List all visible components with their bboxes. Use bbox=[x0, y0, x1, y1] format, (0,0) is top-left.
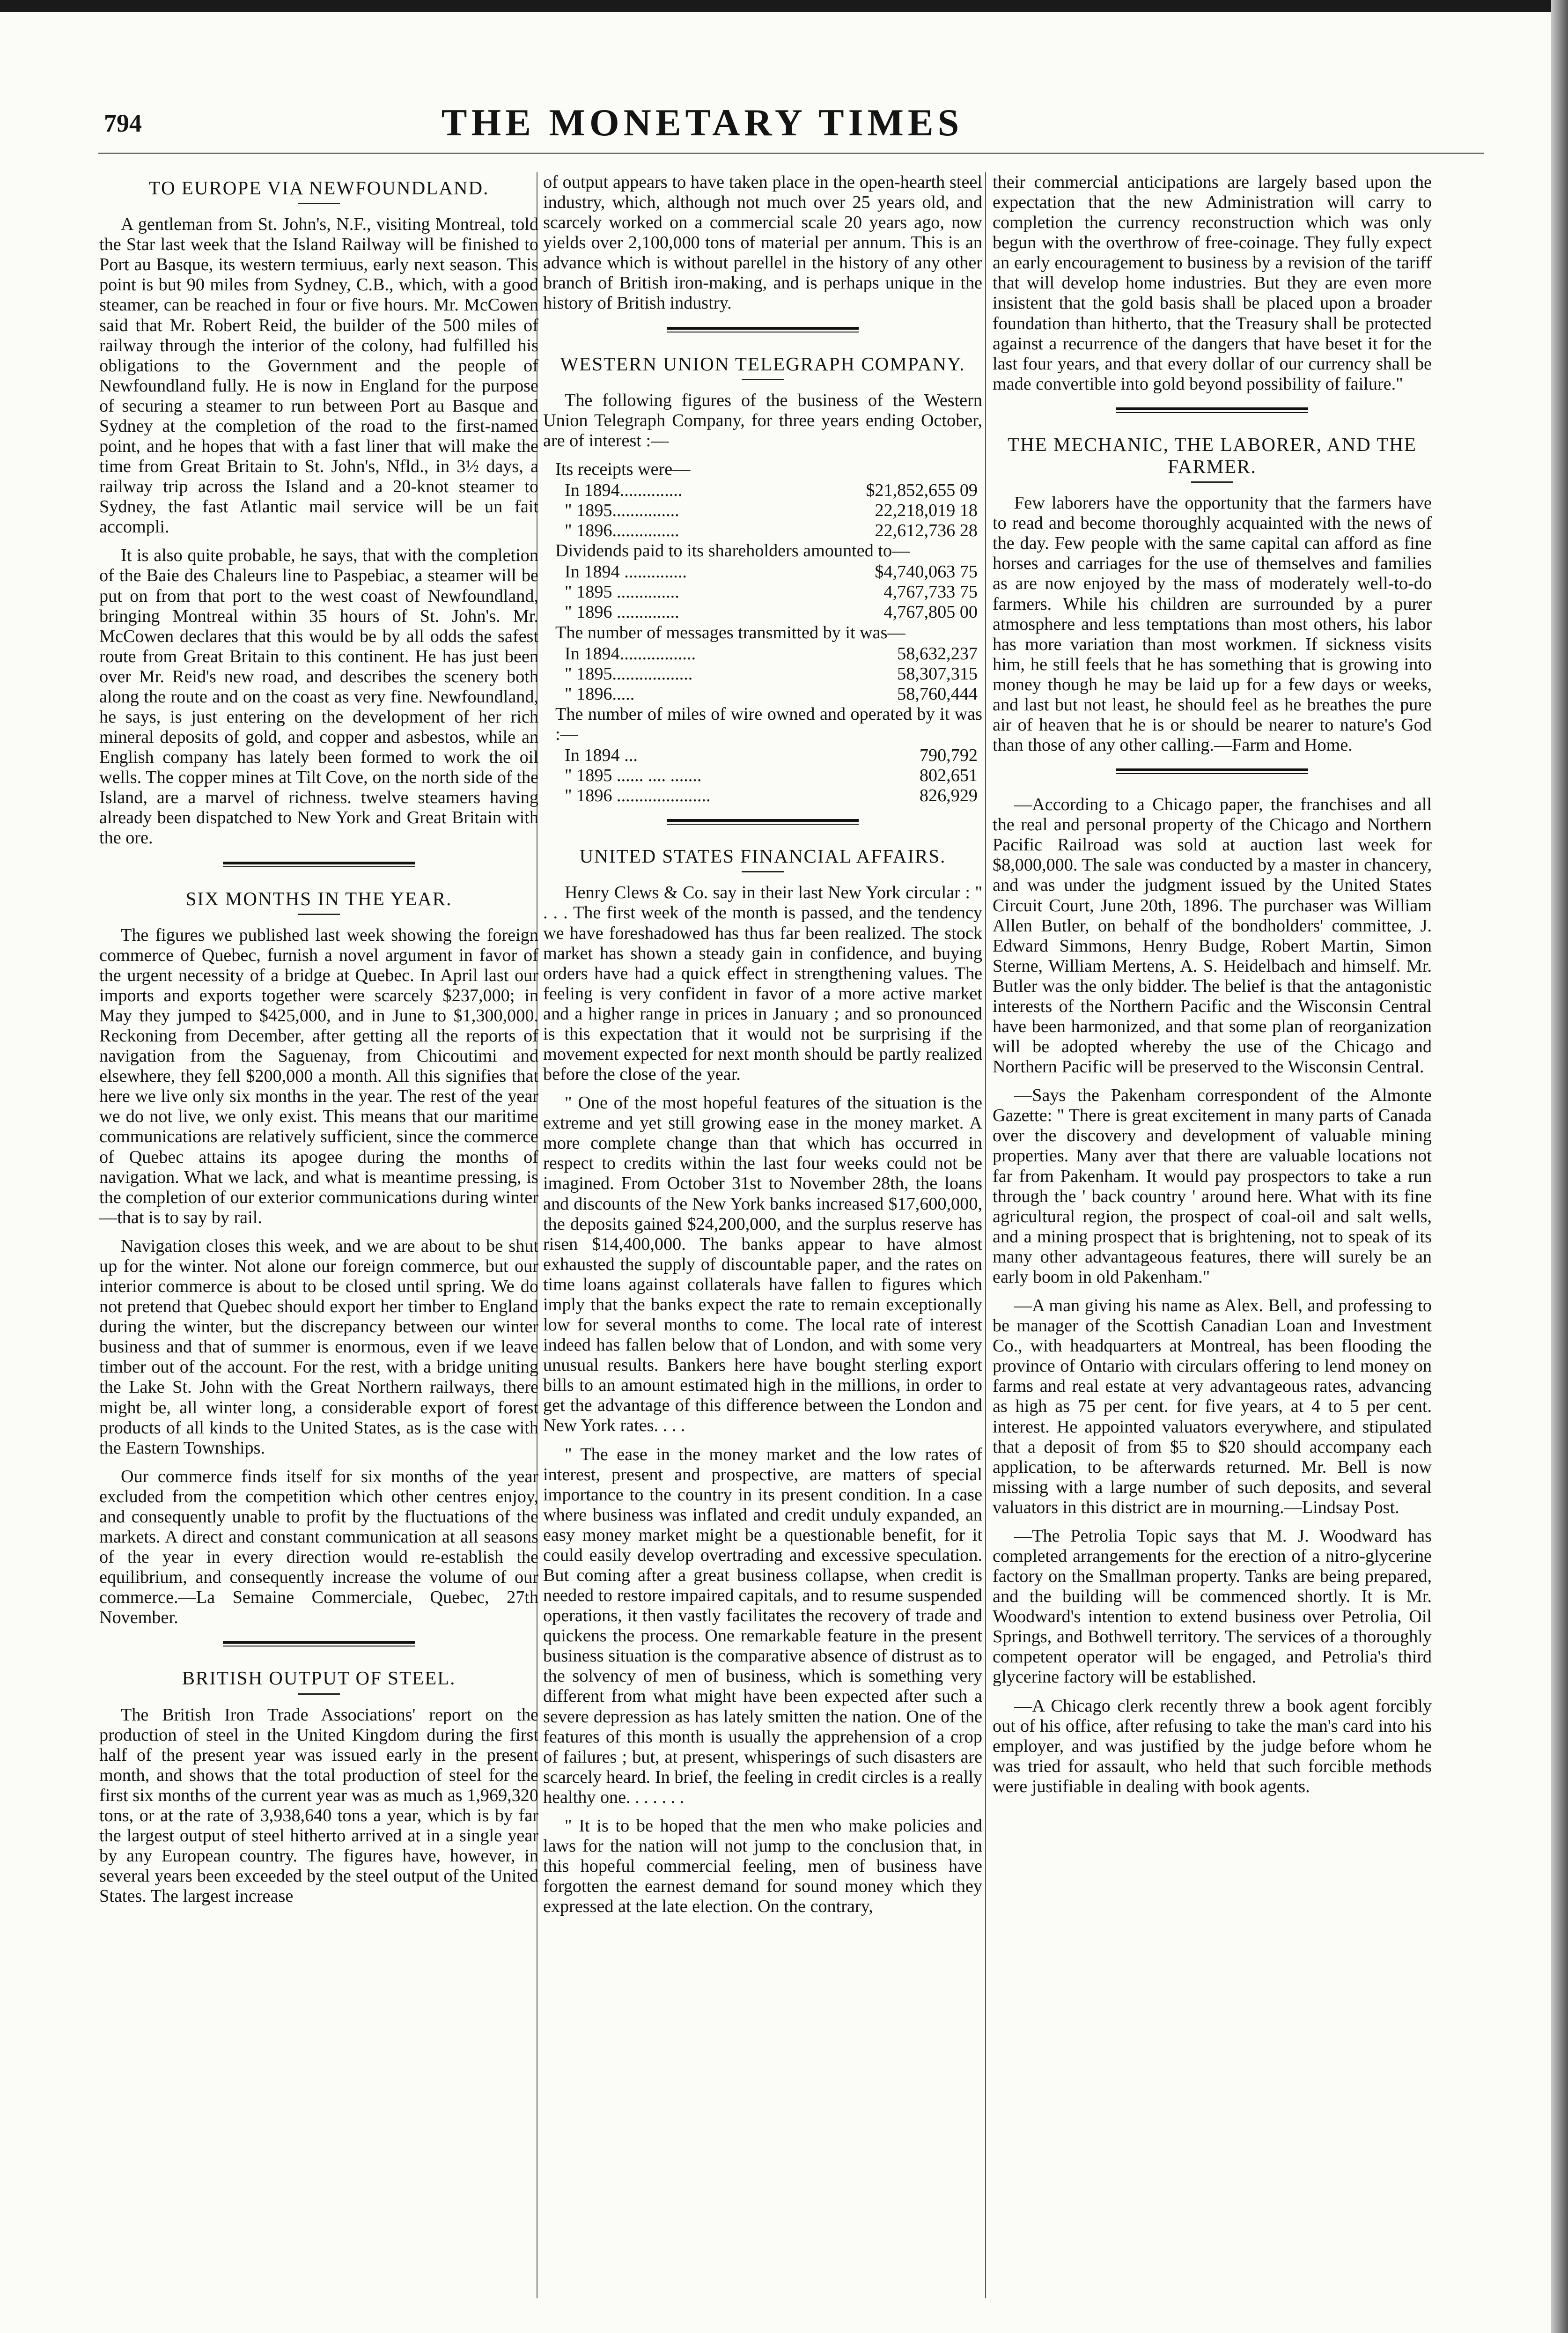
stat-year: " 1895............... bbox=[565, 501, 679, 521]
article-title: SIX MONTHS IN THE YEAR. bbox=[185, 887, 452, 909]
stat-year: " 1896..... bbox=[565, 684, 635, 704]
stat-year: " 1896 .............. bbox=[565, 602, 679, 622]
article-paragraph: " It is to be hoped that the men who make policies and laws for the nation will not jump to the conclusion that, in this hopeful commercial feeling, men of business have forgotten the earnest demand for sound money which they expressed at the late election. On the contrary, bbox=[543, 1816, 982, 1917]
title-dash bbox=[298, 203, 340, 204]
article-title: BRITISH OUTPUT OF STEEL. bbox=[182, 1667, 456, 1689]
section-separator bbox=[1116, 407, 1308, 413]
page-right-edge bbox=[1551, 0, 1568, 2333]
stat-year: " 1896 ..................... bbox=[565, 786, 711, 806]
stat-amount: 58,307,315 bbox=[897, 664, 978, 684]
page-number: 794 bbox=[104, 109, 142, 137]
title-dash bbox=[742, 379, 784, 380]
column-divider-2 bbox=[985, 172, 986, 2298]
section-separator bbox=[223, 1641, 415, 1646]
news-brief: —The Petrolia Topic says that M. J. Woodward has completed arrangements for the erection of a nitro-glycerine factory on the Smallman property. Tanks are being prepared, and the building will be commenced shortly. It is Mr. Woodward's intention to extend business over Petrolia, Oil Springs, and Bothwell territory. The services of a thoroughly competent operator will be engaged, and Petrolia's third glycerine factory will be established. bbox=[993, 1526, 1432, 1687]
stat-year: In 1894................. bbox=[565, 643, 696, 664]
stat-row bbox=[543, 664, 982, 684]
stat-row bbox=[543, 684, 982, 704]
column-2 bbox=[543, 172, 982, 1925]
stat-year: " 1895 ...... .... ....... bbox=[565, 766, 702, 786]
stat-row bbox=[543, 480, 982, 501]
article-paragraph: It is also quite probable, he says, that with the completion of the Baie des Chaleurs line to Paspebiac, a steamer will be put on from that port to the west coast of Newfoundland, bringing Montreal within 35 hours of St. John's. Mr. McCowen declares that this would be by all odds the safest route from Great Britain to this continent. He has just been over Mr. Reid's new road, and describes the scenery both along the route and on the coast as very fine. Newfoundland, he says, is just entering on the development of her rich mineral deposits of gold, and copper and asbestos, while an English company has lately been formed to work the oil wells. The copper mines at Tilt Cove, on the north side of the Island, are a marvel of richness. twelve steamers having already been dispatched to New York and Great Britain with the ore. bbox=[99, 546, 538, 848]
stat-year: In 1894.............. bbox=[565, 480, 683, 500]
news-brief: —A Chicago clerk recently threw a book agent forcibly out of his office, after refusing to take the man's card into his employer, and was justified by the judge before whom he was tried for assault, who held that such forcible methods were justifiable in dealing with book agents. bbox=[993, 1696, 1432, 1796]
stat-row bbox=[543, 582, 982, 602]
news-brief: —Says the Pakenham correspondent of the Almonte Gazette: " There is great excitement in many parts of Canada over the discovery and development of valuable mining properties. Many aver that there are valuable locations not far from Pakenham. It would pay prospectors to take a run through the ' back country ' around here. What with its fine agricultural region, the prospect of coal-oil and salt wells, and a mining prospect that is brightening, not to speak of its many other advantageous features, there will surely be an early boom in old Pakenham." bbox=[993, 1085, 1432, 1287]
masthead-title: THE MONETARY TIMES bbox=[441, 101, 964, 144]
section-separator bbox=[667, 819, 859, 825]
article-paragraph: Navigation closes this week, and we are about to be shut up for the winter. Not alone our foreign commerce, but our interior commerce is about to be closed until spring. We do not pretend that Quebec should export her timber to England during the winter, but the discrepancy between our winter business and that of summer is enormous, even if we leave timber out of the account. For the rest, with a bridge uniting the Lake St. John with the Great Northern railways, there might be, all winter long, a considerable export of forest products of all kinds to the United States, as is the case with the Eastern Townships. bbox=[99, 1236, 538, 1458]
article-paragraph: " The ease in the money market and the low rates of interest, present and prospective, are matters of special importance to the country in its present condition. In a case where business was inflated and credit unduly expanded, an easy money market might be a questionable benefit, for it could easily develop overtrading and excessive speculation. But coming after a great business collapse, when credit is needed to restore impaired capitals, and to resume suspended operations, it then vastly facilitates the recovery of trade and quickens the process. One remarkable feature in the present business situation is the comparative absence of distrust as to the solvency of men of business, which is something very different from what might have been expected after such a severe depression as has lately smitten the nation. One of the features of this month is usually the apprehension of a crop of failures ; but, at present, whisperings of such disasters are scarcely heard. In brief, the feeling in credit circles is a really healthy one. . . . . . . bbox=[543, 1444, 982, 1807]
article-paragraph: Henry Clews & Co. say in their last New York circular : " . . . The first week of the month is passed, and the tendency we have foreshadowed has thus far been realized. The stock market has shown a steady gain in confidence, and buying orders have had a quick effect in strengthening values. The feeling is very confident in favor of a more active market and a higher range in prices in January ; and so pronounced is this expectation that it would not be surprising if the movement expected for next month should be partly realized before the close of the year. bbox=[543, 883, 982, 1085]
stat-amount: 802,651 bbox=[919, 766, 978, 786]
column-1 bbox=[99, 172, 538, 1915]
stat-amount: $21,852,655 09 bbox=[866, 480, 978, 500]
stats-label: The number of messages transmitted by it was— bbox=[555, 622, 905, 642]
stat-amount: 22,612,736 28 bbox=[875, 521, 978, 541]
stat-row bbox=[543, 644, 982, 664]
stat-row bbox=[543, 501, 982, 521]
title-dash bbox=[1191, 481, 1233, 483]
stat-year: In 1894 ... bbox=[565, 746, 638, 766]
stats-label: The number of miles of wire owned and operated by it was :— bbox=[555, 704, 982, 744]
article-paragraph: of output appears to have taken place in the open-hearth steel industry, which, although not much over 25 years old, and scarcely worked on a commercial scale 20 years ago, now yields over 2,100,000 tons of material per annum. This is an advance which is without parellel in the history of any other branch of British iron-making, and is perhaps unique in the history of British industry. bbox=[543, 172, 982, 313]
stat-row bbox=[543, 602, 982, 622]
article-paragraph: " One of the most hopeful features of the situation is the extreme and yet still growing ease in the money market. A more complete change than that which has occurred in respect to credits within the last four weeks could not be imagined. From October 31st to November 28th, the loans and discounts of the New York banks increased $17,600,000, the deposits gained $24,200,000, and the surplus reserve has risen $14,400,000. The banks appear to have almost exhausted the supply of discountable paper, and the rates on time loans against collaterals have fallen to figures which imply that the banks expect the rate to remain exceptionally low for several months to come. The local rate of interest indeed has fallen below that of London, and with some very unusual results. Bankers here have bought sterling export bills to an amount estimated high in the millions, in order to get the advantage of this difference between the London and New York rates. . . . bbox=[543, 1093, 982, 1436]
stat-amount: 790,792 bbox=[919, 746, 978, 766]
masthead-rule bbox=[98, 153, 1484, 154]
article-paragraph: Our commerce finds itself for six months of the year excluded from the competition which other centres enjoy, and consequently unable to profit by the fluctuations of the markets. A direct and constant communication at all seasons of the year in every direction would re-establish the equilibrium, and consequently increase the volume of our commerce.—La Semaine Commerciale, Quebec, 27th November. bbox=[99, 1466, 538, 1628]
stat-year: " 1895 .............. bbox=[565, 582, 679, 602]
stat-year: " 1896............... bbox=[565, 521, 679, 541]
news-brief: —A man giving his name as Alex. Bell, and professing to be manager of the Scottish Canadian Loan and Investment Co., with headquarters at Montreal, has been flooding the province of Ontario with circulars offering to lend money on farms and real estate at very advantageous rates, advancing as high as 75 per cent. for five years, at 4 to 5 per cent. interest. He appointed valuators everywhere, and stipulated that a deposit of from $5 to $20 should accompany each application, to be afterwards returned. Mr. Bell is now missing with a large number of such deposits, and several valuators in this district are in mourning.—Lindsay Post. bbox=[993, 1296, 1432, 1517]
news-brief: —According to a Chicago paper, the franchises and all the real and personal property of the Chicago and Northern Pacific Railroad was sold at auction last week for $8,000,000. The sale was conducted by a master in chancery, and was under the judgment issued by the United States Circuit Court, June 20th, 1896. The purchaser was William Allen Butler, on behalf of the bondholders' committee, J. Edward Simmons, Henry Budge, Robert Martin, Simon Sterne, William Mertens, A. S. Heidelbach and himself. Mr. Butler was the only bidder. The belief is that the antagonistic interests of the Northern Pacific and the Wisconsin Central have been harmonized, and that some plan of reorganization will be adopted whereby the use of the Chicago and Northern Pacific will be preserved to the Wisconsin Central. bbox=[993, 795, 1432, 1077]
column-3 bbox=[993, 172, 1432, 1805]
section-separator bbox=[1116, 768, 1308, 774]
stats-label: Its receipts were— bbox=[555, 459, 691, 479]
page-top-edge bbox=[0, 0, 1568, 12]
article-title: TO EUROPE VIA NEWFOUNDLAND. bbox=[148, 177, 489, 199]
stat-amount: 826,929 bbox=[919, 786, 978, 806]
stat-row bbox=[543, 521, 982, 541]
stat-amount: 22,218,019 18 bbox=[875, 501, 978, 521]
article-title: THE MECHANIC, THE LABORER, AND THE FARMER. bbox=[1008, 433, 1417, 477]
section-separator bbox=[667, 327, 859, 332]
stat-row bbox=[543, 766, 982, 786]
article-paragraph: Few laborers have the opportunity that the farmers have to read and become thoroughly acquainted with the news of the day. Few people with the same capital can afford as fine horses and carriages for the use of themselves and families as are now enjoyed by the mass of moderately well-to-do farmers. While his children are surrounded by a purer atmosphere and less temptations than most others, his labor has more variation than most workmen. If sickness visits him, he still feels that he has something that is growing into money though he may be laid up for a few days or weeks, and last but not least, he should feel as he breathes the pure air of heaven that he is or should be nearer to nature's God than those of any other calling.—Farm and Home. bbox=[993, 493, 1432, 755]
stat-amount: $4,740,063 75 bbox=[875, 562, 978, 582]
title-dash bbox=[298, 1693, 340, 1695]
article-title: WESTERN UNION TELEGRAPH COMPANY. bbox=[560, 353, 965, 375]
stat-year: " 1895.................. bbox=[565, 664, 693, 684]
stat-row bbox=[543, 746, 982, 766]
stat-amount: 4,767,733 75 bbox=[883, 582, 978, 602]
stat-row bbox=[543, 562, 982, 582]
article-paragraph: The figures we published last week showing the foreign commerce of Quebec, furnish a novel argument in favor of the urgent necessity of a bridge at Quebec. In April last our imports and exports together were scarcely $237,000; in May they jumped to $425,000, and in June to $1,300,000. Reckoning from December, after getting all the reports of navigation from the Saguenay, from Chicoutimi and elsewhere, they fell $200,000 a month. All this signifies that here we live only six months in the year. The rest of the year we do not live, we only exist. This means that our maritime communications are relatively sufficient, since the commerce of Quebec attains its apogee during the months of navigation. What we lack, and what is meantime pressing, is the completion of our exterior communications during winter—that is to say by rail. bbox=[99, 925, 538, 1227]
article-paragraph: A gentleman from St. John's, N.F., visiting Montreal, told the Star last week that the Island Railway will be finished to Port au Basque, its western termiuus, early next season. This point is but 90 miles from Sydney, C.B., which, with a good steamer, can be reached in four or five hours. Mr. McCowen said that Mr. Robert Reid, the builder of the 500 miles of railway through the interior of the colony, had fulfilled his obligations to the Government and the people of Newfoundland fully. He is now in England for the purpose of securing a steamer to run between Port au Basque and Sydney at the completion of the road to the first-named point, and he hopes that with a fast liner that will make the time from Great Britain to St. John's, Nfld., in 3½ days, a railway trip across the Island and a 20-knot steamer to Sydney, the fast Atlantic mail service will be un fait accompli. bbox=[99, 214, 538, 537]
title-dash bbox=[298, 914, 340, 915]
stat-year: In 1894 .............. bbox=[565, 562, 687, 582]
section-separator bbox=[223, 862, 415, 867]
article-paragraph: The British Iron Trade Associations' report on the production of steel in the United Kingdom during the first half of the present year was issued early in the present month, and shows that the total production of steel for the first six months of the current year was as much as 1,969,320 tons, or at the rate of 3,938,640 tons a year, which is by far the largest output of steel hitherto arrived at in a single year by any European country. The figures have, however, in several years been exceeded by the steel output of the United States. The largest increase bbox=[99, 1705, 538, 1906]
title-dash bbox=[742, 871, 784, 872]
stat-amount: 58,632,237 bbox=[897, 643, 978, 664]
article-paragraph: their commercial anticipations are largely based upon the expectation that the new Administration will carry to completion the currency reconstruction which was only begun with the overthrow of free-coinage. They fully expect an early encouragement to business by a revision of the tariff that will develop home industries. But they are even more insistent that the gold basis shall be placed upon a broader foundation than hitherto, that the Treasury shall be protected against a recurrence of the dangers that have beset it for the last four years, and that every dollar of our currency shall be made convertible into gold beyond possibility of failure." bbox=[993, 172, 1432, 394]
article-title: UNITED STATES FINANCIAL AFFAIRS. bbox=[579, 845, 946, 867]
stat-amount: 4,767,805 00 bbox=[883, 602, 978, 622]
stat-amount: 58,760,444 bbox=[897, 684, 978, 704]
stats-label: Dividends paid to its shareholders amounted to— bbox=[555, 541, 910, 561]
stat-row bbox=[543, 786, 982, 806]
article-paragraph: The following figures of the business of the Western Union Telegraph Company, for three years ending October, are of interest :— bbox=[543, 390, 982, 450]
